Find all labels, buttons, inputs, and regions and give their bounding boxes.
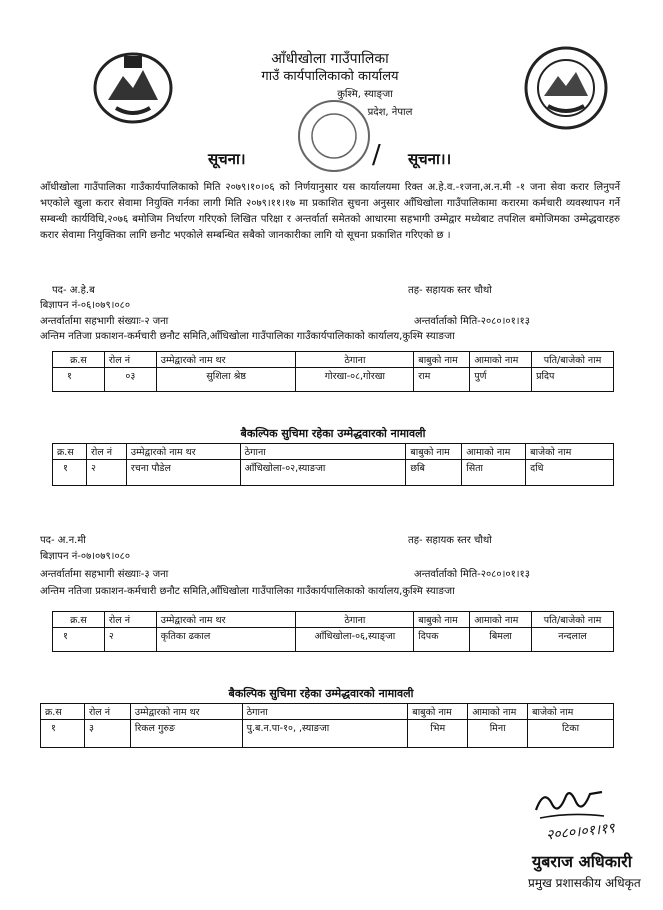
th-address: ठेगाना bbox=[296, 352, 414, 368]
cell: छबि bbox=[406, 460, 462, 486]
office-title: आँधीखोला गाउँपालिका bbox=[271, 51, 389, 67]
cell: प्रदिप bbox=[532, 368, 614, 392]
s1-main-table bbox=[52, 351, 614, 392]
th-name: उम्मेद्वारको नाम थर bbox=[126, 444, 240, 460]
th-mother: आमाको नाम bbox=[470, 352, 532, 368]
th-grandfather: बाजेको नाम bbox=[526, 444, 614, 460]
signature-date: २०८०।०१।१९ bbox=[545, 820, 616, 844]
cell: दधि bbox=[526, 460, 614, 486]
th-address: ठेगाना bbox=[242, 704, 408, 720]
cell: सुशिला श्रेष्ठ bbox=[156, 368, 296, 392]
nepal-emblem-logo bbox=[88, 48, 178, 128]
cell: दिपक bbox=[414, 628, 470, 652]
municipality-seal-logo bbox=[522, 44, 610, 132]
cell: नन्दलाल bbox=[532, 628, 614, 652]
table-header-row bbox=[53, 444, 614, 460]
s2-alt-table bbox=[40, 703, 614, 748]
th-serial: क्र.स bbox=[53, 444, 87, 460]
cell: भिम bbox=[408, 720, 468, 748]
cell: आँधिखोला-०२,स्याङजा bbox=[240, 460, 406, 486]
th-spouse: पति/बाजेको नाम bbox=[532, 352, 614, 368]
cell: मिना bbox=[468, 720, 528, 748]
s1-post: पद- अ.हे.ब bbox=[52, 285, 95, 296]
cell: कृतिका ढकाल bbox=[156, 628, 296, 652]
table-header-row bbox=[41, 704, 614, 720]
s1-interview-date: अन्तर्वार्ताको मिति-२०८०।०१।१३ bbox=[414, 316, 530, 327]
office-country: प्रदेश, नेपाल bbox=[367, 107, 413, 118]
cell: १ bbox=[53, 460, 87, 486]
cell: पुर्ण bbox=[470, 368, 532, 392]
cell: २ bbox=[86, 460, 126, 486]
notice-right: सूचना।। bbox=[408, 150, 452, 168]
s1-alt-title: बैकल्पिक सुचिमा रहेका उम्मेद्धवारको नामावली bbox=[240, 427, 426, 440]
cell: पु.ब.न.पा-१०, ,स्याङजा bbox=[242, 720, 408, 748]
s2-alt-title: बैकल्पिक सुचिमा रहेका उम्मेद्धवारको नामावली bbox=[228, 687, 414, 700]
cell: राम bbox=[414, 368, 470, 392]
s1-alt-table bbox=[52, 443, 614, 486]
s2-interview-date: अन्तर्वार्ताको मिति-२०८०।०१।१३ bbox=[414, 569, 530, 580]
s2-advert: बिज्ञापन नं-०७।०७९।०८० bbox=[40, 551, 131, 562]
s1-participants: अन्तर्वार्तामा सहभागी संख्याः-२ जना bbox=[40, 316, 169, 327]
cell: १ bbox=[41, 720, 85, 748]
th-serial: क्र.स bbox=[41, 704, 85, 720]
table-header-row bbox=[53, 612, 614, 628]
th-father: बाबुको नाम bbox=[414, 612, 470, 628]
s1-level: तह- सहायक स्तर चौथो bbox=[408, 285, 492, 296]
office-subtitle: गाउँ कार्यपालिकाको कार्यालय bbox=[261, 69, 399, 84]
th-father: बाबुको नाम bbox=[414, 352, 470, 368]
cell: ०३ bbox=[104, 368, 156, 392]
s2-result-line: अन्तिम नतिजा प्रकाशन-कर्मचारी छनौट समिति,आँधिखोला गाउँपालिका गाउँकार्यपालिकाको कार्यालय,कुश्मि स्याङजा bbox=[40, 586, 455, 597]
cell: ३ bbox=[84, 720, 130, 748]
th-father: बाबुको नाम bbox=[406, 444, 462, 460]
notice-slash: / bbox=[372, 140, 381, 170]
signatory-designation: प्रमुख प्रशासकीय अधिकृत bbox=[528, 876, 641, 890]
cell: सिता bbox=[462, 460, 526, 486]
th-address: ठेगाना bbox=[240, 444, 406, 460]
s1-result-line: अन्तिम नतिजा प्रकाशन-कर्मचारी छनौट समिति,आँधिखोला गाउँपालिका गाउँकार्यपालिकाको कार्यालय,कुश्मि स्याङजा bbox=[40, 331, 455, 342]
office-location: कुश्मि, स्याङ्जा bbox=[337, 89, 393, 100]
cell: टिका bbox=[528, 720, 614, 748]
s2-level: तह- सहायक स्तर चौथो bbox=[408, 535, 492, 546]
notice-left: सूचना। bbox=[208, 150, 246, 168]
signatory-name: युबराज अधिकारी bbox=[532, 852, 632, 871]
cell: गोरखा-०८,गोरखा bbox=[296, 368, 414, 392]
th-name: उम्मेद्वारको नाम थर bbox=[156, 612, 296, 628]
cell: १ bbox=[53, 368, 105, 392]
th-serial: क्र.स bbox=[53, 352, 105, 368]
th-name: उम्मेद्वारको नाम थर bbox=[156, 352, 296, 368]
table-row bbox=[41, 720, 614, 748]
th-mother: आमाको नाम bbox=[462, 444, 526, 460]
cell: रिकल गुरुङ bbox=[130, 720, 242, 748]
th-roll: रोल नं bbox=[104, 352, 156, 368]
th-serial: क्र.स bbox=[53, 612, 105, 628]
table-row bbox=[53, 460, 614, 486]
th-mother: आमाको नाम bbox=[470, 612, 532, 628]
table-row bbox=[53, 368, 614, 392]
s2-post: पद- अ.न.मी bbox=[40, 535, 86, 546]
s2-main-table bbox=[52, 611, 614, 652]
cell: २ bbox=[104, 628, 156, 652]
intro-paragraph: आँधीखोला गाउँपालिका गाउँकार्यपालिकाको मिति २०७९।१०।०६ को निर्णयानुसार यस कार्यालयमा रिक्त अ.हे.व.-१जना,अ.न.मी -१ जना सेवा करार लिनुपर्ने भएकोले खुला करार सेवामा नियुक्ति गर्नका लागी मिति २०७९।११।१७ मा प्रकाशित सुचना अनुसार आँधिखोला गाउँपालिकामा करारमा कर्मचारी व्यवस्थापन गर्ने सम्बन्धी कार्यविधि,२०७६ बमोजिम निर्धारण गरिएको लिखित परिक्षा र अन्तर्वार्ता समेतको आधारमा सहभागी उम्मेद्वार मध्येबाट तपशिल बमोजिमका उम्मेद्धवारहरु करार सेवामा नियुक्तिका लागि छनौट भएकोले सम्बन्धित सबैको जानकारीका लागि यो सूचना प्रकाशित गरिएको छ । bbox=[40, 182, 620, 241]
handwritten-signature bbox=[530, 784, 610, 824]
cell: रचना पौडेल bbox=[126, 460, 240, 486]
th-spouse: पति/बाजेको नाम bbox=[532, 612, 614, 628]
s1-advert: बिज्ञापन नं-०६।०७९।०८० bbox=[40, 300, 131, 311]
th-roll: रोल नं bbox=[86, 444, 126, 460]
s2-participants: अन्तर्वार्तामा सहभागी संख्याः-३ जना bbox=[40, 569, 169, 580]
office-stamp bbox=[298, 100, 370, 172]
th-name: उम्मेद्वारको नाम थर bbox=[130, 704, 242, 720]
th-roll: रोल नं bbox=[84, 704, 130, 720]
th-roll: रोल नं bbox=[104, 612, 156, 628]
th-mother: आमाको नाम bbox=[468, 704, 528, 720]
cell: आँधिखोला-०६,स्याङ्जा bbox=[296, 628, 414, 652]
th-father: बाबुको नाम bbox=[408, 704, 468, 720]
th-address: ठेगाना bbox=[296, 612, 414, 628]
cell: १ bbox=[53, 628, 105, 652]
table-row bbox=[53, 628, 614, 652]
th-grandfather: बाजेको नाम bbox=[528, 704, 614, 720]
cell: बिमला bbox=[470, 628, 532, 652]
table-header-row bbox=[53, 352, 614, 368]
